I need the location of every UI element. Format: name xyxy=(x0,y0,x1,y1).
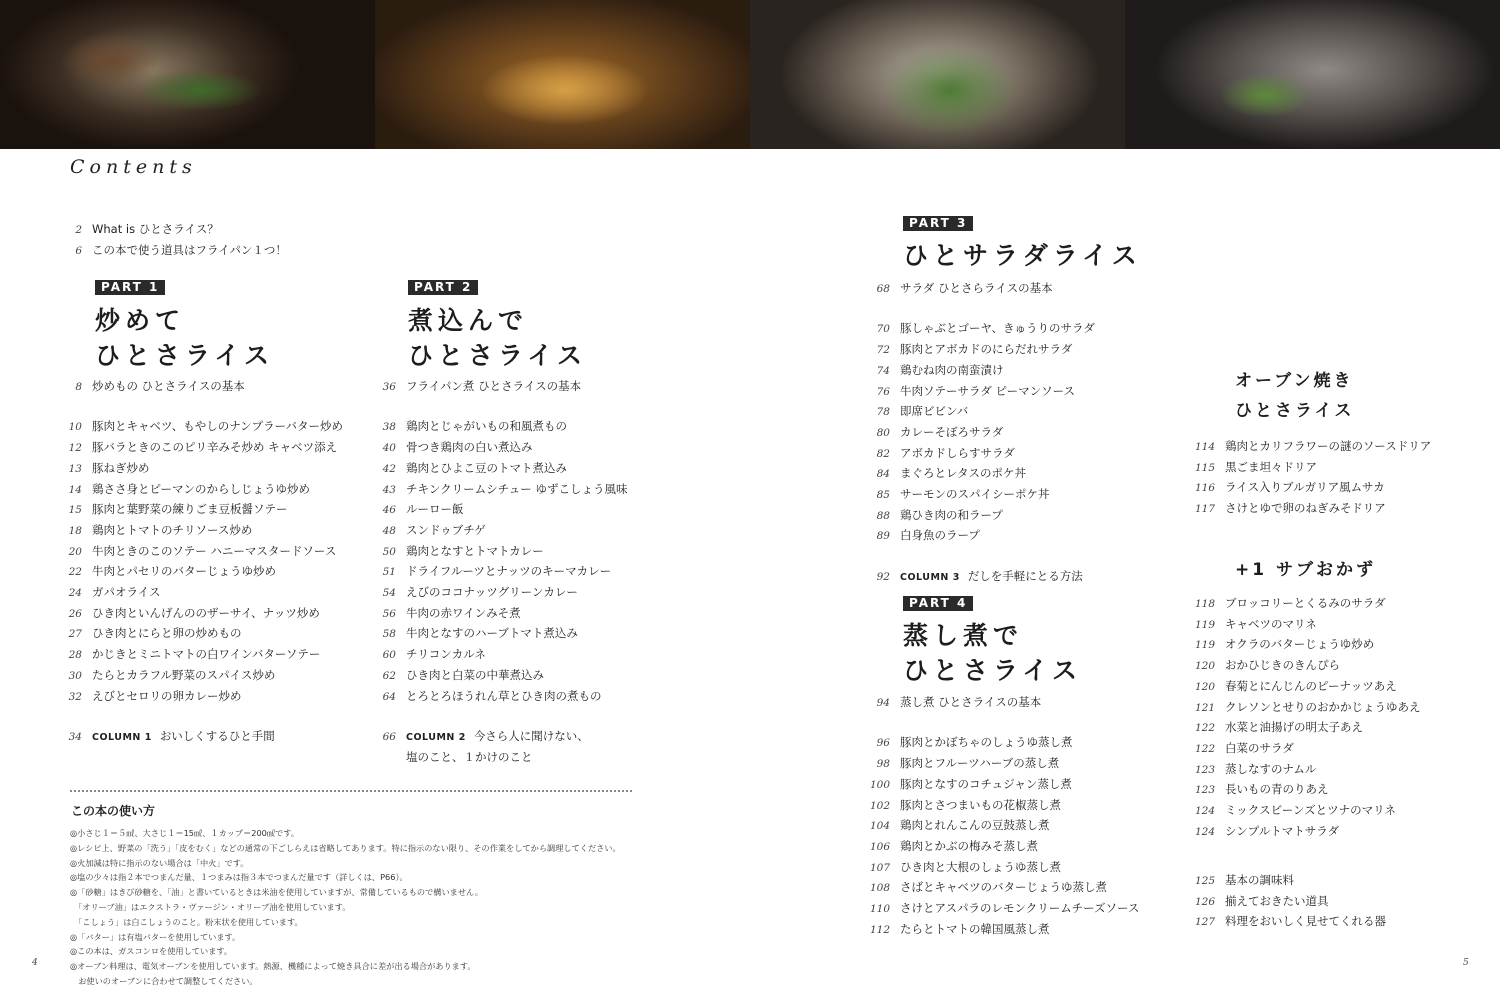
toc-entry[interactable]: 62 ひき肉と白菜の中華煮込み xyxy=(382,667,544,682)
toc-entry[interactable]: 119 オクラのバターじょうゆ炒め xyxy=(1194,637,1375,652)
howto-divider xyxy=(70,790,632,792)
toc-entry[interactable]: 20 牛肉ときのこのソテー ハニーマスタードソース xyxy=(68,543,337,558)
toc-entry[interactable]: 82 アボカドしらすサラダ xyxy=(876,445,1015,460)
part2-badge: PART 2 xyxy=(408,280,478,295)
toc-entry[interactable]: 122 白菜のサラダ xyxy=(1194,740,1294,755)
toc-entry[interactable]: 120 おかひじきのきんぴら xyxy=(1194,658,1340,673)
howto-title: この本の使い方 xyxy=(71,804,156,818)
toc-entry[interactable]: 43 チキンクリームシチュー ゆずこしょう風味 xyxy=(382,481,628,496)
toc-entry[interactable]: 123 蒸しなすのナムル xyxy=(1194,761,1317,776)
toc-entry[interactable]: 123 長いもの青のりあえ xyxy=(1194,782,1329,797)
toc-entry-base[interactable]: 8 炒めもの ひとさライスの基本 xyxy=(75,379,245,393)
toc-entry[interactable]: 84 まぐろとレタスのポケ丼 xyxy=(876,466,1027,481)
toc-entry-column[interactable]: 92 COLUMN 3 だしを手軽にとる方法 xyxy=(876,568,1083,583)
howto-line: ◎オーブン料理は、電気オーブンを使用しています。熱源、機種によって焼き具合に差が出る場合があります。 xyxy=(70,961,476,972)
page-number-left: 4 xyxy=(32,958,38,968)
toc-entry[interactable]: 88 鶏ひき肉の和ラープ xyxy=(876,507,1003,522)
howto-line: ◎「バター」は有塩バターを使用しています。 xyxy=(70,931,241,942)
toc-entry[interactable]: 2 What is ひとさライス？ xyxy=(75,222,219,236)
steamed-pan-photo xyxy=(1125,0,1500,149)
toc-entry[interactable]: 58 牛肉となすのハーブトマト煮込み xyxy=(382,626,578,641)
oven-section-title: オーブン焼き ひとさライス xyxy=(1235,371,1355,421)
toc-entry[interactable]: 120 春菊とにんじんのピーナッツあえ xyxy=(1194,678,1397,693)
toc-entry[interactable]: 125 基本の調味料 xyxy=(1194,873,1294,887)
toc-entry[interactable]: 40 骨つき鶏肉の白い煮込み xyxy=(382,440,533,455)
toc-entry[interactable]: 121 クレソンとせりのおかかじょうゆあえ xyxy=(1194,699,1421,714)
intro-list xyxy=(60,220,287,261)
toc-entry[interactable]: 46 ルーロー飯 xyxy=(382,502,464,517)
toc-entry[interactable]: 51 ドライフルーツとナッツのキーマカレー xyxy=(382,564,612,579)
toc-entry[interactable]: 80 カレーそぼろサラダ xyxy=(876,424,1004,439)
toc-entry[interactable]: 22 牛肉とパセリのバターじょうゆ炒め xyxy=(68,564,276,579)
toc-entry-base[interactable]: 94 蒸し煮 ひとさライスの基本 xyxy=(876,695,1042,709)
howto-line: ◎塩の少々は指２本でつまんだ量、１つまみは指３本でつまんだ量です（詳しくは、P66）。 xyxy=(70,872,408,883)
toc-entry[interactable]: 15 豚肉と葉野菜の練りごま豆板醤ソテー xyxy=(68,502,288,517)
toc-entry[interactable]: 110 さけとアスパラのレモンクリームチーズソース xyxy=(869,901,1140,916)
part3-list xyxy=(868,279,1095,588)
toc-entry[interactable]: 126 揃えておきたい道具 xyxy=(1194,893,1329,908)
toc-entry[interactable]: 13 豚ねぎ炒め xyxy=(68,460,150,475)
toc-entry[interactable]: 104 鶏肉とれんこんの豆鼓蒸し煮 xyxy=(869,818,1050,833)
extras-list xyxy=(1193,871,1386,933)
toc-entry[interactable]: 108 さばとキャベツのバターじょうゆ蒸し煮 xyxy=(869,880,1107,895)
toc-entry[interactable]: 124 ミックスビーンズとツナのマリネ xyxy=(1194,803,1396,818)
toc-entry[interactable]: 72 豚肉とアボカドのにらだれサラダ xyxy=(876,342,1073,357)
howto-line: ◎この本は、ガスコンロを使用しています。 xyxy=(70,946,233,957)
toc-entry[interactable]: 118 ブロッコリーとくるみのサラダ xyxy=(1194,596,1386,610)
toc-entry[interactable]: 32 えびとセロリの卵カレー炒め xyxy=(68,688,242,703)
toc-entry[interactable]: 30 たらとカラフル野菜のスパイス炒め xyxy=(68,667,276,682)
part3-title: ひとサラダライス xyxy=(903,241,1142,270)
part2-title: 煮込んで ひとさライス xyxy=(408,306,588,370)
toc-entry[interactable]: 100 豚肉となすのコチュジャン蒸し煮 xyxy=(869,776,1072,791)
toc-entry[interactable]: 114 鶏肉とカリフラワーの謎のソースドリア xyxy=(1194,439,1432,453)
sides-list xyxy=(1193,594,1421,842)
toc-entry[interactable]: 107 ひき肉と大根のしょうゆ蒸し煮 xyxy=(869,859,1061,874)
toc-entry[interactable]: 60 チリコンカルネ xyxy=(382,647,486,662)
toc-entry[interactable]: 18 鶏肉とトマトのチリソース炒め xyxy=(68,522,253,537)
contents-heading: Contents xyxy=(70,156,197,178)
toc-entry[interactable]: 98 豚肉とフルーツハーブの蒸し煮 xyxy=(876,756,1060,771)
toc-entry[interactable]: 48 スンドゥブチゲ xyxy=(382,522,486,537)
toc-entry[interactable]: 89 白身魚のラープ xyxy=(876,528,980,543)
toc-entry[interactable]: 10 豚肉とキャベツ、もやしのナンプラーバター炒め xyxy=(68,419,344,434)
toc-entry-base[interactable]: 68 サラダ ひとさらライスの基本 xyxy=(876,281,1053,295)
howto-line: 「オリーブ油」はエクストラ・ヴァージン・オリーブ油を使用しています。 xyxy=(70,901,351,912)
toc-entry[interactable]: 54 えびのココナッツグリーンカレー xyxy=(382,585,578,600)
toc-entry[interactable]: 112 たらとトマトの韓国風蒸し煮 xyxy=(869,921,1050,936)
toc-entry[interactable]: 117 さけとゆで卵のねぎみそドリア xyxy=(1194,501,1386,516)
toc-entry[interactable]: 64 とろとろほうれん草とひき肉の煮もの xyxy=(382,688,602,703)
toc-entry[interactable]: 50 鶏肉となすとトマトカレー xyxy=(382,543,544,558)
toc-entry[interactable]: 56 牛肉の赤ワインみそ煮 xyxy=(382,605,521,620)
column2-title-line2: 塩のこと、１かけのこと xyxy=(406,749,533,764)
toc-entry[interactable]: 78 即席ビビンバ xyxy=(876,404,969,419)
toc-entry[interactable]: 27 ひき肉とにらと卵の炒めもの xyxy=(68,626,242,641)
toc-entry[interactable]: 124 シンプルトマトサラダ xyxy=(1194,823,1340,838)
howto-line: 「こしょう」は白こしょうのこと。粉末状を使用しています。 xyxy=(70,916,303,927)
toc-entry[interactable]: 6 この本で使う道具はフライパン１つ！ xyxy=(75,242,287,257)
toc-entry[interactable]: 70 豚しゃぶとゴーヤ、きゅうりのサラダ xyxy=(876,321,1095,336)
toc-entry-column[interactable]: 34 COLUMN 1 おいしくするひと手間 xyxy=(68,728,275,743)
part4-title: 蒸し煮で ひとさライス xyxy=(903,621,1083,685)
toc-entry[interactable]: 102 豚肉とさつまいもの花椒蒸し煮 xyxy=(869,797,1061,812)
part3-badge: PART 3 xyxy=(903,216,973,231)
toc-entry-column[interactable]: 66 COLUMN 2 今さら人に聞けない、 xyxy=(382,728,589,743)
toc-entry[interactable]: 85 サーモンのスパイシーポケ丼 xyxy=(876,487,1050,502)
toc-entry[interactable]: 14 鶏ささ身とピーマンのからしじょうゆ炒め xyxy=(68,481,311,496)
stew-photo xyxy=(375,0,750,149)
howto-line: ◎火加減は特に指示のない場合は「中火」です。 xyxy=(70,857,249,868)
toc-entry[interactable]: 106 鶏肉とかぶの梅みそ蒸し煮 xyxy=(869,838,1038,853)
part1-list xyxy=(60,377,343,748)
salad-photo xyxy=(750,0,1125,149)
toc-entry[interactable]: 76 牛肉ソテーサラダ ピーマンソース xyxy=(876,383,1076,398)
toc-entry[interactable]: 28 かじきとミニトマトの白ワインバターソテー xyxy=(68,647,321,662)
part2-list xyxy=(374,377,627,767)
toc-entry[interactable]: 122 水菜と油揚げの明太子あえ xyxy=(1194,720,1363,735)
toc-entry[interactable]: 24 ガパオライス xyxy=(68,585,161,600)
part1-title: 炒めて ひとさライス xyxy=(95,306,275,370)
toc-entry[interactable]: 116 ライス入りブルガリア風ムサカ xyxy=(1194,480,1385,495)
stir-fry-photo xyxy=(0,0,375,149)
howto-notes xyxy=(70,826,650,989)
howto-line: お使いのオーブンに合わせて調整してください。 xyxy=(70,975,258,986)
toc-entry[interactable]: 115 黒ごま坦々ドリア xyxy=(1194,459,1317,474)
toc-entry[interactable]: 12 豚バラときのこのピリ辛みそ炒め キャベツ添え xyxy=(68,440,338,455)
toc-entry[interactable]: 127 料理をおいしく見せてくれる器 xyxy=(1194,914,1386,929)
howto-line: ◎「砂糖」はきび砂糖を、「油」と書いているときは米油を使用していますが、常備しているもので構いません。 xyxy=(70,887,483,898)
toc-entry[interactable]: 119 キャベツのマリネ xyxy=(1194,616,1317,631)
oven-list xyxy=(1193,437,1431,520)
toc-entry[interactable]: 42 鶏肉とひよこ豆のトマト煮込み xyxy=(382,460,567,475)
toc-entry[interactable]: 26 ひき肉といんげんののザーサイ、ナッツ炒め xyxy=(68,605,320,620)
photo-strip xyxy=(0,0,1500,149)
toc-entry[interactable]: 96 豚肉とかぼちゃのしょうゆ蒸し煮 xyxy=(876,735,1073,750)
part1-badge: PART 1 xyxy=(95,280,165,295)
part4-list xyxy=(868,693,1139,940)
toc-entry[interactable]: 38 鶏肉とじゃがいもの和風煮もの xyxy=(382,419,567,434)
howto-line: ◎小さじ１＝５㎖、大さじ１＝15㎖、１カップ＝200㎖です。 xyxy=(70,828,299,838)
page-number-right: 5 xyxy=(1463,958,1469,968)
toc-entry-base[interactable]: 36 フライパン煮 ひとさライスの基本 xyxy=(382,379,582,393)
part4-badge: PART 4 xyxy=(903,596,973,611)
howto-line: ◎レシピ上、野菜の「洗う」「皮をむく」などの通常の下ごしらえは省略してあります。特に指示のない限り、その作業をしてから調理してください。 xyxy=(70,842,621,853)
sides-section-title: +1 サブおかず xyxy=(1235,560,1376,580)
toc-entry[interactable]: 74 鶏むね肉の南蛮漬け xyxy=(876,362,1004,377)
